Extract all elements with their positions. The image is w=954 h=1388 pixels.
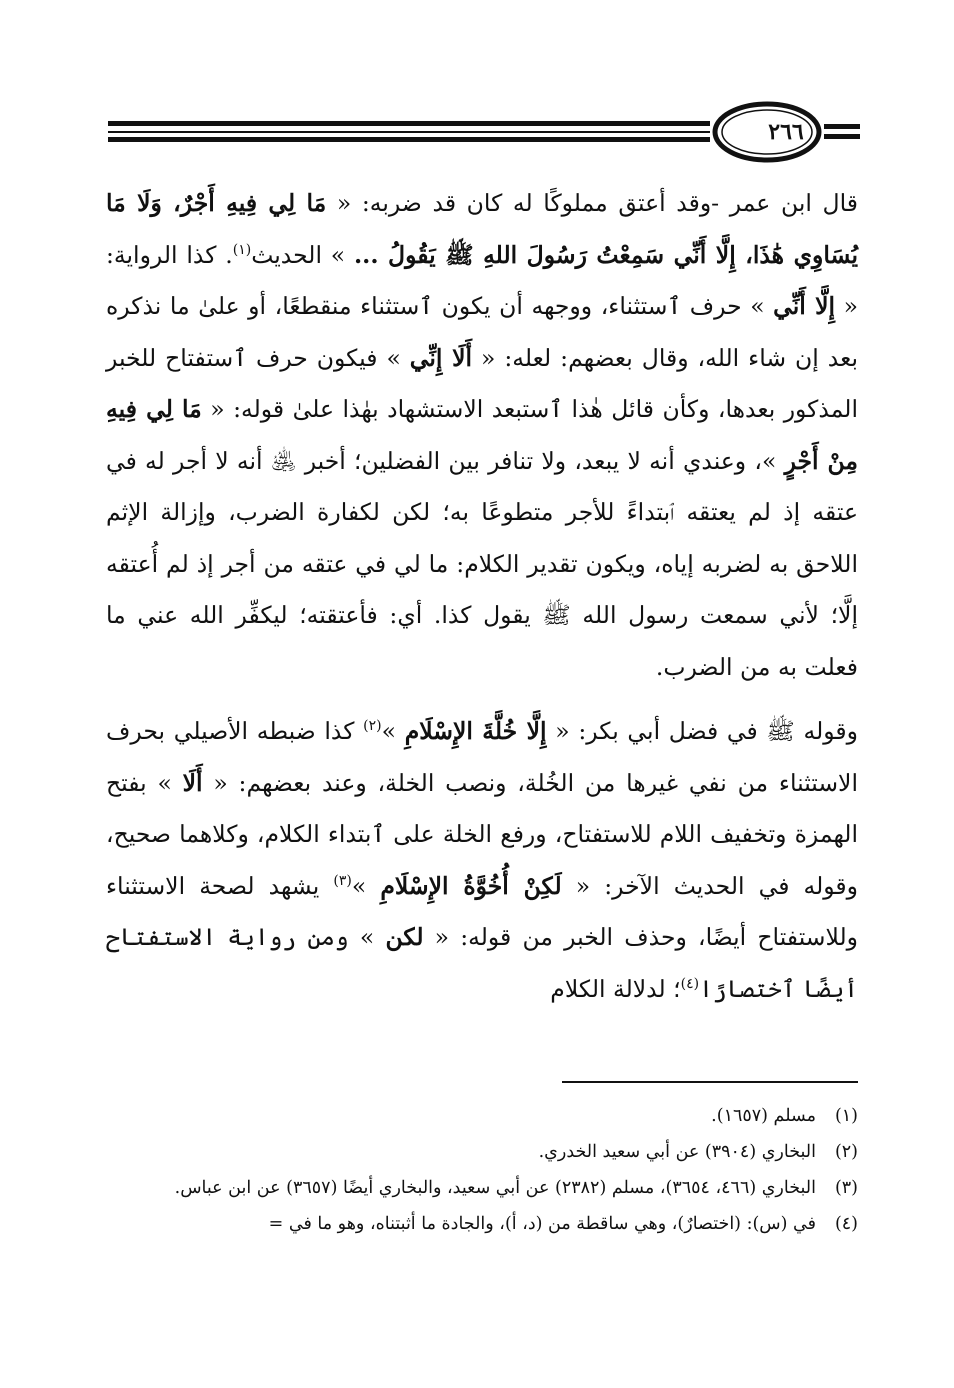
hadith-quote: لكن (385, 923, 424, 951)
body-text: كذا ضبطه الأصيلي بحرف الاستثناء من نفي غيرها من الخُلة، ونصب الخلة، وعند بعضهم: « (106, 717, 858, 797)
footnote (106, 1098, 858, 1134)
footnote-text: البخاري (٤٦٦، ٣٦٥٤)، مسلم (٢٣٨٢) عن أبي سعيد، والبخاري أيضًا (٣٦٥٧) عن ابن عباس. (174, 1178, 816, 1198)
footnote-text: مسلم (١٦٥٧). (711, 1106, 816, 1126)
body-text: قال ابن عمر -وقد أعتق مملوكًا له كان قد ضربه: « (326, 189, 858, 217)
footnote-reference: (٢) (363, 718, 382, 735)
body-text: »، وعندي أنه لا يبعد، ولا تنافر بين الفضلين؛ أخبر ﵁ أنه لا أجر له في عتقه إذ لم يعتقه ٱبتداءً للأجر متطوعًا به؛ لكن لكفارة الضرب، وإزالة الإثم اللاحق به لضربه إياه، ويكون تقدير الكلام: ما لي في عتقه من أجر إذ لم أُعتقه إلَّا؛ لأني سمعت رسول الله ﷺ يقول كذا. أي: فأعتقته؛ ليكفِّر الله عني ما فعلت به من الضرب. (106, 446, 858, 681)
body-text: » (381, 717, 405, 745)
footnote-text: في (س): (اختصارٌ)، وهي ساقطة من (د، أ)، والجادة ما أثبتناه، وهو ما في = (268, 1214, 816, 1234)
body-text: » بفتح الهمزة وتخفيف اللام للاستفتاح، ورفع الخلة على ٱبتداء الكلام، وكلاهما صحيح، وقوله في الحديث الآخر: « (106, 768, 859, 900)
body-text: » ومن رواية الاستفتاح أيضًا ٱختصارًا (106, 923, 858, 1003)
footnote-reference: (٤) (680, 975, 700, 992)
hadith-quote: لَكِنْ أُخُوَّةُ الإِسْلَامِ (380, 871, 562, 900)
main-text (106, 178, 858, 1015)
hadith-quote: إِلَّا خُلَّةَ الإِسْلَامِ (404, 717, 547, 745)
body-text: يشهد لصحة الاستثناء وللاستفتاح أيضًا، وحذف الخبر من قوله: « (106, 871, 859, 951)
body-text: وقوله ﷺ في فضل أبي بكر: « (546, 717, 858, 745)
footnote-number: (٢) (834, 1142, 858, 1162)
footnote (106, 1206, 858, 1242)
hadith-quote: مَا لِي فِيهِ أَجْرٌ، وَلَا مَا يُسَاوِي هَٰذَا، إِلَّا أَنِّي سَمِعْتُ رَسُولَ اللهِ ﷺ يَقُولُ ... (106, 189, 858, 269)
body-text: » (351, 871, 381, 900)
page-header (108, 100, 860, 166)
body-text: ؛ لدلالة الكلام (550, 974, 681, 1003)
footnote-number: (٣) (834, 1178, 858, 1198)
footnote-separator (562, 1081, 858, 1083)
footnote-number: (٤) (834, 1214, 858, 1234)
paragraph (106, 706, 858, 1015)
footnote-reference: (١) (232, 241, 252, 258)
hadith-quote: إِلَّا أَنِّي (773, 292, 836, 320)
footnote-number: (١) (834, 1106, 858, 1126)
body-text: » الحديث (251, 240, 354, 269)
body-text: » حرف ٱستثناء، ووجهه أن يكون ٱستثناء منقطعًا، أو علىٰ ما نذكره بعد إن شاء الله، وقال بعضهم: لعله: « (106, 292, 858, 372)
hadith-quote: أَلَا (182, 768, 203, 797)
footnotes (106, 1098, 858, 1242)
footnote (106, 1134, 858, 1170)
hadith-quote: مَا لِي فِيهِ مِنْ أَجْرٍ (106, 395, 858, 475)
hadith-quote: أَلَا إِنِّي (409, 343, 473, 372)
body-text: » فيكون حرف ٱستفتاح للخبر المذكور بعدها، وكأن قائل هٰذا ٱستبعد الاستشهاد بهٰذا علىٰ قوله: « (106, 343, 858, 423)
paragraph (106, 178, 858, 693)
footnote (106, 1170, 858, 1206)
footnote-text: البخاري (٣٩٠٤) عن أبي سعيد الخدري. (538, 1142, 816, 1162)
body-text: . كذا الرواية: « (106, 240, 858, 320)
footnote-reference: (٣) (333, 872, 352, 889)
page-number: ٢٦٦ (768, 119, 804, 145)
